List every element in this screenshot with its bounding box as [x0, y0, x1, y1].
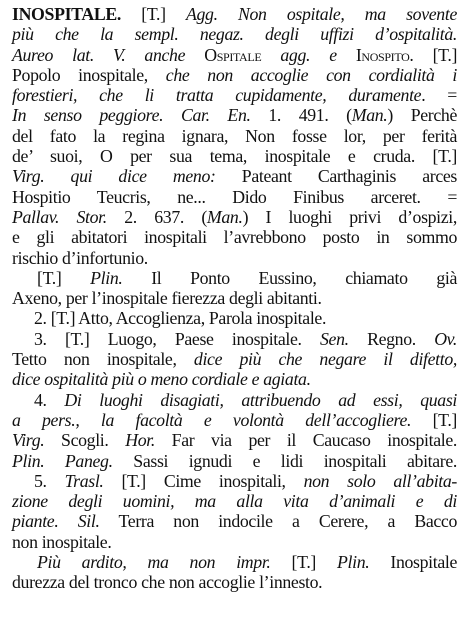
- entry-line-13: rischio d’infortunio.: [12, 247, 148, 268]
- entry-line-17: 3. [T.] Luogo, Paese inospitale. Sen. Regno. Ov.: [34, 328, 457, 349]
- entry-line-3: Aureo lat. V. anche Ospitale agg. e Inospito. [T.]: [12, 44, 458, 65]
- entry-line-11: Pallav. Stor. 2. 637. (Man.) I luoghi privi d’ospizi,: [12, 206, 457, 227]
- entry-line-12: e gli abitatori inospitali l’avrebbono posto in sommo: [12, 227, 457, 248]
- entry-line-4: Popolo inospitale, che non accoglie con cordialità i: [12, 64, 458, 85]
- entry-line-26: piante. Sil. Terra non indocile a Cerere, a Bacco: [12, 511, 457, 532]
- entry-line-16: 2. [T.] Atto, Accoglienza, Parola inospitale.: [34, 308, 327, 329]
- entry-line-1: INOSPITALE. [T.] Agg. Non ospitale, ma sovente: [12, 4, 457, 24]
- entry-line-19: dice ospitalità più o meno cordiale e agiata.: [12, 369, 311, 390]
- entry-line-28: Più ardito, ma non impr. [T.] Plin. Inospitale: [37, 552, 457, 573]
- entry-line-5: forestieri, che li tratta cupidamente, duramente. =: [12, 85, 457, 106]
- entry-line-22: Virg. Scogli. Hor. Far via per il Caucaso inospitale.: [12, 430, 457, 451]
- entry-line-25: zione degli uomini, ma alla vita d’animali e di: [12, 491, 457, 512]
- entry-line-9: Virg. qui dice meno: Pateant Carthaginis arces: [12, 166, 457, 187]
- entry-line-10: Hospitio Teucris, ne... Dido Finibus arceret. =: [12, 186, 457, 207]
- entry-line-2: più che la sempl. negaz. degli uffizi d’ospitalità.: [12, 24, 457, 45]
- entry-line-15: Axeno, per l’inospitale fierezza degli abitanti.: [12, 288, 322, 309]
- entry-line-24: 5. Trasl. [T.] Cime inospitali, non solo all’abita-: [34, 470, 457, 491]
- entry-line-7: del fato la regina ignara, Non fosse lor, per ferità: [12, 125, 457, 146]
- entry-line-21: a pers., la facoltà e volontà dell’accogliere. [T.]: [12, 409, 457, 430]
- headword: INOSPITALE.: [12, 4, 121, 24]
- entry-line-8: de’ suoi, O per sua tema, inospitale e cruda. [T.]: [12, 146, 457, 167]
- entry-line-29: durezza del tronco che non accoglie l’innesto.: [12, 572, 323, 593]
- entry-line-14: [T.] Plin. Il Ponto Eussino, chiamato già: [37, 267, 457, 288]
- entry-line-6: In senso peggiore. Car. En. 1. 491. (Man.) Perchè: [12, 105, 457, 126]
- entry-line-18: Tetto non inospitale, dice più che negare il difetto,: [12, 349, 457, 370]
- entry-line-27: non inospitale.: [12, 531, 112, 552]
- entry-line-23: Plin. Paneg. Sassi ignudi e lidi inospitali abitare.: [12, 450, 457, 471]
- entry-line-20: 4. Di luoghi disagiati, attribuendo ad essi, quasi: [34, 389, 457, 410]
